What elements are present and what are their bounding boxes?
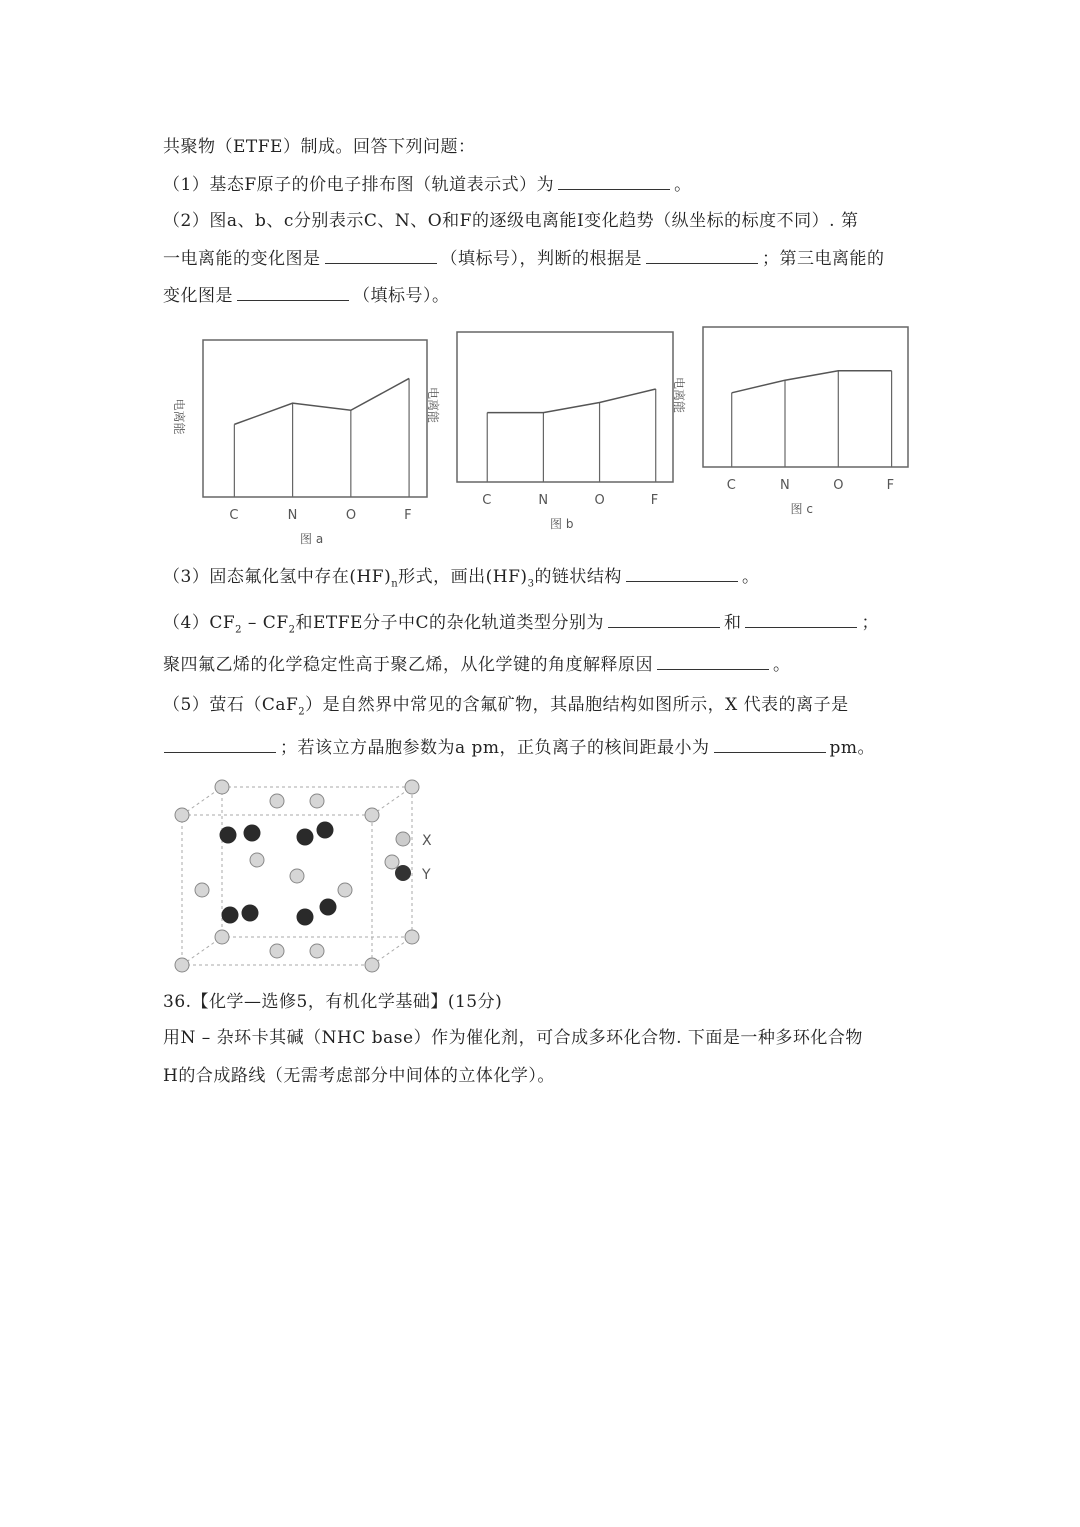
series-line: [487, 389, 655, 413]
subscript: n: [391, 578, 399, 590]
question-36-title: 36.【化学—选修5，有机化学基础】(15分): [163, 992, 503, 1012]
answer-blank: [714, 738, 826, 753]
y-ion: [297, 829, 314, 846]
y-axis-label: 电离能: [672, 377, 686, 414]
answer-blank: [608, 613, 720, 628]
x-tick-label: C: [482, 493, 492, 508]
x-ion: [250, 853, 264, 867]
question-5-line1: [163, 690, 849, 717]
subscript: 2: [288, 624, 296, 636]
answer-blank: [657, 655, 769, 670]
q2-text: 变化图是: [163, 286, 233, 306]
y-ion: [317, 822, 334, 839]
x-tick-label: C: [726, 478, 736, 493]
x-tick-label: F: [650, 493, 659, 508]
question-5-line2: [160, 733, 875, 758]
x-ion: [175, 808, 189, 822]
x-ion: [405, 930, 419, 944]
x-ion: [215, 930, 229, 944]
q2-text: （填标号）。: [353, 286, 450, 306]
chart-frame: [203, 340, 427, 497]
x-tick-label: C: [229, 508, 239, 523]
y-ion: [320, 899, 337, 916]
x-ion: [365, 808, 379, 822]
subscript: 2: [298, 706, 306, 718]
legend-y-ion-icon: [395, 865, 411, 881]
question-4-line1: [163, 608, 879, 635]
x-ion: [290, 869, 304, 883]
q3-text: 形式，画出: [398, 567, 486, 587]
q3-text: 的链状结构: [534, 567, 622, 587]
answer-blank: [164, 738, 276, 753]
x-tick-label: O: [594, 493, 605, 508]
x-ion: [385, 855, 399, 869]
question-4-line2: [163, 650, 791, 675]
y-ion: [244, 825, 261, 842]
series-line: [234, 378, 409, 424]
q3-text: （3）固态氟化氢中存在: [163, 567, 350, 587]
crystal-structure-diagram: [170, 775, 450, 980]
q1-end: 。: [674, 175, 692, 195]
q4-text: 聚四氟乙烯的化学稳定性高于聚乙烯，从化学键的角度解释原因: [163, 655, 653, 675]
x-ion: [270, 794, 284, 808]
chart-c: [672, 327, 908, 516]
x-ion: [310, 794, 324, 808]
x-ion: [270, 944, 284, 958]
y-axis-label: 电离能: [426, 387, 440, 424]
q1-text: （1）基态F原子的价电子排布图（轨道表示式）为: [163, 175, 555, 195]
x-ion: [195, 883, 209, 897]
chart-frame: [457, 332, 673, 482]
x-tick-label: N: [287, 508, 298, 523]
q5-text: pm。: [829, 738, 876, 758]
q4-text: 和: [723, 613, 742, 633]
chart-a: [172, 340, 427, 546]
q4-text: 和ETFE分子中C的杂化轨道类型分别为: [295, 613, 604, 633]
legend-x-label: X: [422, 833, 432, 849]
q2-text: （填标号），判断的根据是: [440, 249, 642, 269]
chart-title: 图 c: [790, 502, 813, 516]
chart-b: [426, 332, 673, 531]
question-1: [163, 170, 692, 195]
x-tick-label: N: [780, 478, 790, 493]
chart-frame: [703, 327, 908, 467]
chart-title: 图 b: [550, 517, 574, 531]
x-ion: [215, 780, 229, 794]
y-ion: [220, 827, 237, 844]
answer-blank: [646, 249, 758, 264]
question-2-line2: [163, 244, 885, 269]
x-ion: [175, 958, 189, 972]
question-36-line1: 用N – 杂环卡其碱（NHC base）作为催化剂，可合成多环化合物. 下面是一种多环化合物: [163, 1028, 863, 1048]
q5-text: （5）萤石（CaF: [163, 695, 299, 715]
x-tick-label: O: [833, 478, 844, 493]
subscript: 2: [235, 624, 242, 636]
answer-blank: [745, 613, 857, 628]
y-ion: [297, 909, 314, 926]
ionization-charts: [0, 310, 1080, 555]
x-ion: [405, 780, 419, 794]
q4-text: ；: [861, 613, 879, 633]
x-tick-label: F: [404, 508, 412, 523]
q4-end: 。: [773, 655, 791, 675]
answer-blank: [325, 249, 437, 264]
q2-text: ；第三电离能的: [762, 249, 885, 269]
legend-y-label: Y: [422, 867, 431, 883]
x-ion: [365, 958, 379, 972]
q3-end: 。: [741, 567, 760, 587]
formula: (HF): [349, 567, 392, 587]
question-36-line2: H的合成路线（无需考虑部分中间体的立体化学）。: [163, 1066, 555, 1086]
intro-text: 共聚物（ETFE）制成。回答下列问题：: [163, 137, 476, 157]
answer-blank: [626, 567, 738, 582]
y-ion: [222, 907, 239, 924]
legend-x-ion-icon: [396, 832, 410, 846]
q2-text: 一电离能的变化图是: [163, 249, 321, 269]
q4-text: – CF: [242, 613, 289, 633]
chart-title: 图 a: [300, 532, 324, 546]
x-tick-label: F: [886, 478, 895, 493]
question-2-line3: [163, 281, 450, 306]
question-3: [163, 562, 759, 589]
q4-text: （4）CF: [163, 613, 236, 633]
answer-blank: [237, 286, 349, 301]
x-ion: [338, 883, 352, 897]
subscript: 3: [527, 578, 535, 590]
question-2-line1: （2）图a、b、c分别表示C、N、O和F的逐级电离能Ⅰ变化趋势（纵坐标的标度不同）. 第: [163, 211, 859, 231]
q5-text: ）是自然界中常见的含氟矿物，其晶胞结构如图所示，X 代表的离子是: [305, 695, 849, 715]
series-line: [732, 371, 892, 393]
q5-text: ；若该立方晶胞参数为a pm，正负离子的核间距最小为: [280, 738, 710, 758]
y-ion: [242, 905, 259, 922]
formula: (HF): [485, 567, 528, 587]
answer-blank: [558, 175, 670, 190]
x-tick-label: O: [345, 508, 357, 523]
y-axis-label: 电离能: [172, 398, 186, 435]
x-ion: [310, 944, 324, 958]
x-tick-label: N: [538, 493, 549, 508]
